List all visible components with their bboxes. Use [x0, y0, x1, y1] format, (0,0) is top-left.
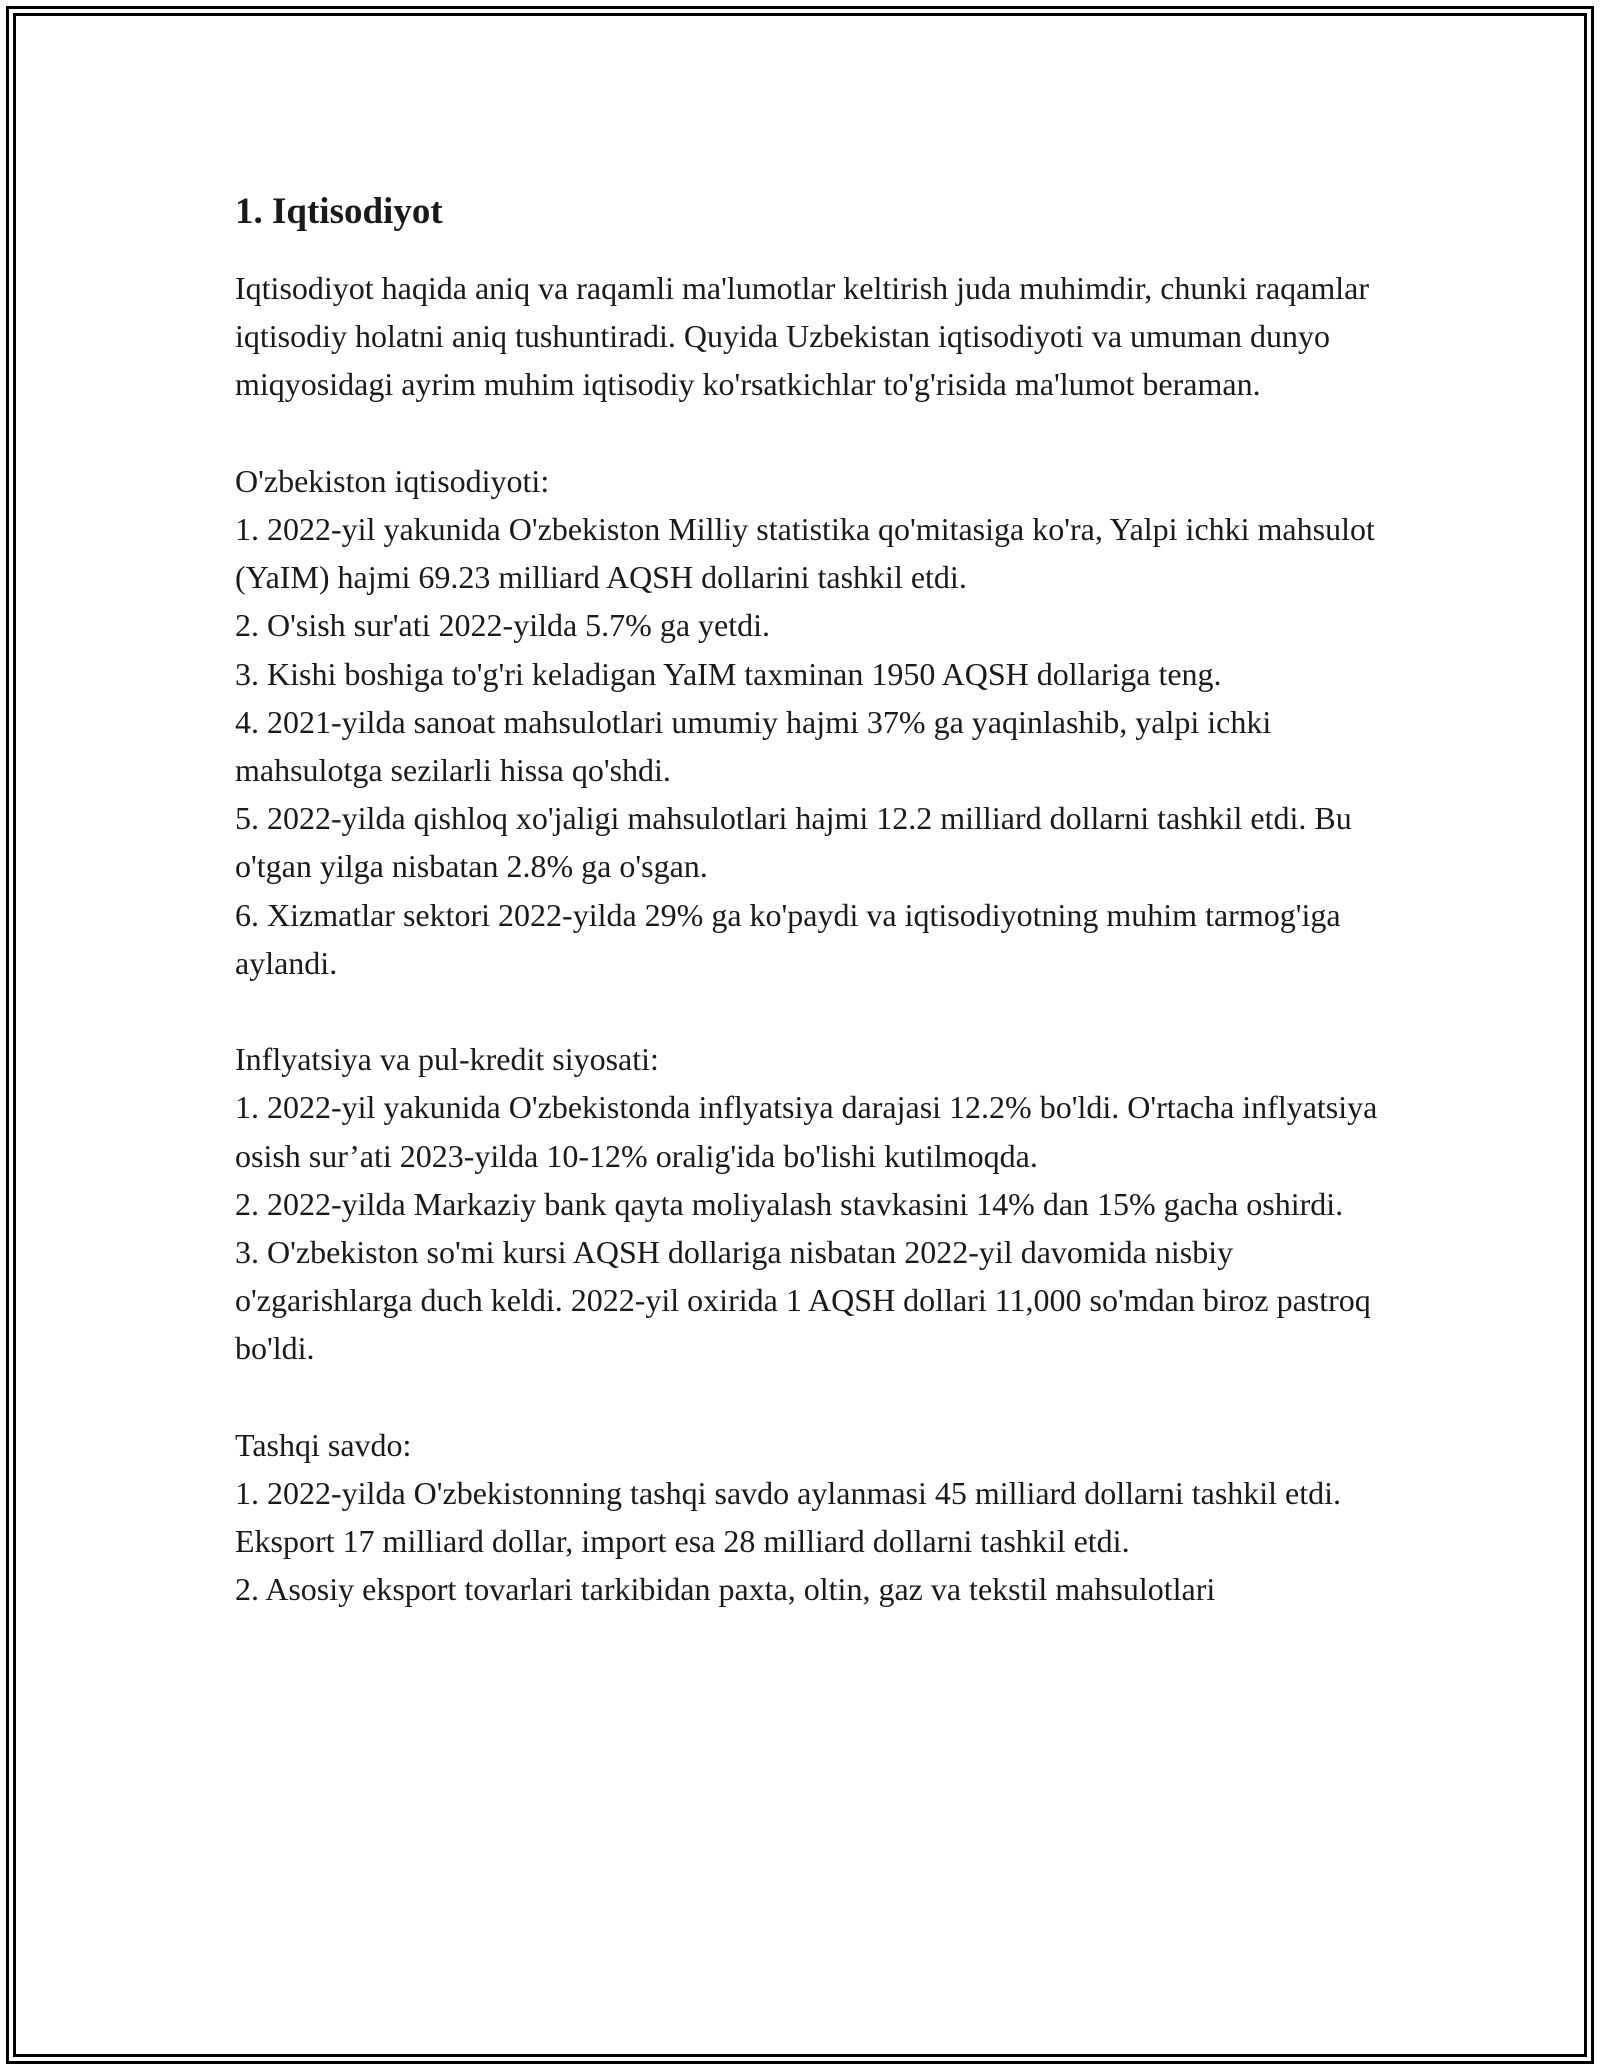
- section-foreign-trade: [235, 1421, 1385, 1614]
- document-title: 1. Iqtisodiyot: [235, 191, 443, 232]
- list-item: 5. 2022-yilda qishloq xo'jaligi mahsulotlari hajmi 12.2 milliard dollarni tashkil etdi. Bu o'tgan yilga nisbatan 2.8% ga o'sgan.: [235, 800, 1352, 885]
- list-item: 3. O'zbekiston so'mi kursi AQSH dollariga nisbatan 2022-yil davomida nisbiy o'zgarishlarga duch keldi. 2022-yil oxirida 1 AQSH dollari 11,000 so'mdan biroz pastroq bo'ldi.: [235, 1234, 1371, 1367]
- list-item: 1. 2022-yil yakunida O'zbekiston Milliy statistika qo'mitasiga ko'ra, Yalpi ichki mahsulot (YaIM) hajmi 69.23 milliard AQSH dollarini tashkil etdi.: [235, 511, 1375, 596]
- section-list: [235, 505, 1385, 987]
- list-item: 2. O'sish sur'ati 2022-yilda 5.7% ga yetdi.: [235, 607, 771, 644]
- intro-paragraph: Iqtisodiyot haqida aniq va raqamli ma'lumotlar keltirish juda muhimdir, chunki raqamlar iqtisodiy holatni aniq tushuntiradi. Quyida Uzbekistan iqtisodiyoti va umuman dunyo miqyosidagi ayrim muhim iqtisodiy ko'rsatkichlar to'g'risida ma'lumot beraman.: [235, 270, 1369, 403]
- section-heading: Tashqi savdo:: [235, 1426, 412, 1463]
- list-item: 2. Asosiy eksport tovarlari tarkibidan paxta, oltin, gaz va tekstil mahsulotlari: [235, 1571, 1216, 1608]
- list-item: 1. 2022-yil yakunida O'zbekistonda inflyatsiya darajasi 12.2% bo'ldi. O'rtacha inflyatsiya osish sur’ati 2023-yilda 10-12% oralig'ida bo'lishi kutilmoqda.: [235, 1089, 1378, 1174]
- list-item: 6. Xizmatlar sektori 2022-yilda 29% ga ko'paydi va iqtisodiyotning muhim tarmog'iga aylandi.: [235, 896, 1341, 981]
- spacer: [235, 409, 1385, 457]
- list-item: 3. Kishi boshiga to'g'ri keladigan YaIM taxminan 1950 AQSH dollariga teng.: [235, 655, 1222, 692]
- section-list: [235, 1469, 1385, 1614]
- section-heading: Inflyatsiya va pul-kredit siyosati:: [235, 1041, 659, 1078]
- section-uzbekistan-economy: [235, 457, 1385, 987]
- section-heading: O'zbekiston iqtisodiyoti:: [235, 462, 550, 499]
- spacer: [235, 1373, 1385, 1421]
- spacer: [235, 987, 1385, 1035]
- list-item: 4. 2021-yilda sanoat mahsulotlari umumiy hajmi 37% ga yaqinlashib, yalpi ichki mahsulotga sezilarli hissa qo'shdi.: [235, 703, 1272, 789]
- section-inflation-monetary-policy: [235, 1035, 1385, 1372]
- document-body: [235, 186, 1385, 1614]
- list-item: 1. 2022-yilda O'zbekistonning tashqi savdo aylanmasi 45 milliard dollarni tashkil etdi. Eksport 17 milliard dollar, import esa 28 milliard dollarni tashkil etdi.: [235, 1475, 1342, 1560]
- section-list: [235, 1083, 1385, 1372]
- list-item: 2. 2022-yilda Markaziy bank qayta moliyalash stavkasini 14% dan 15% gacha oshirdi.: [235, 1185, 1344, 1222]
